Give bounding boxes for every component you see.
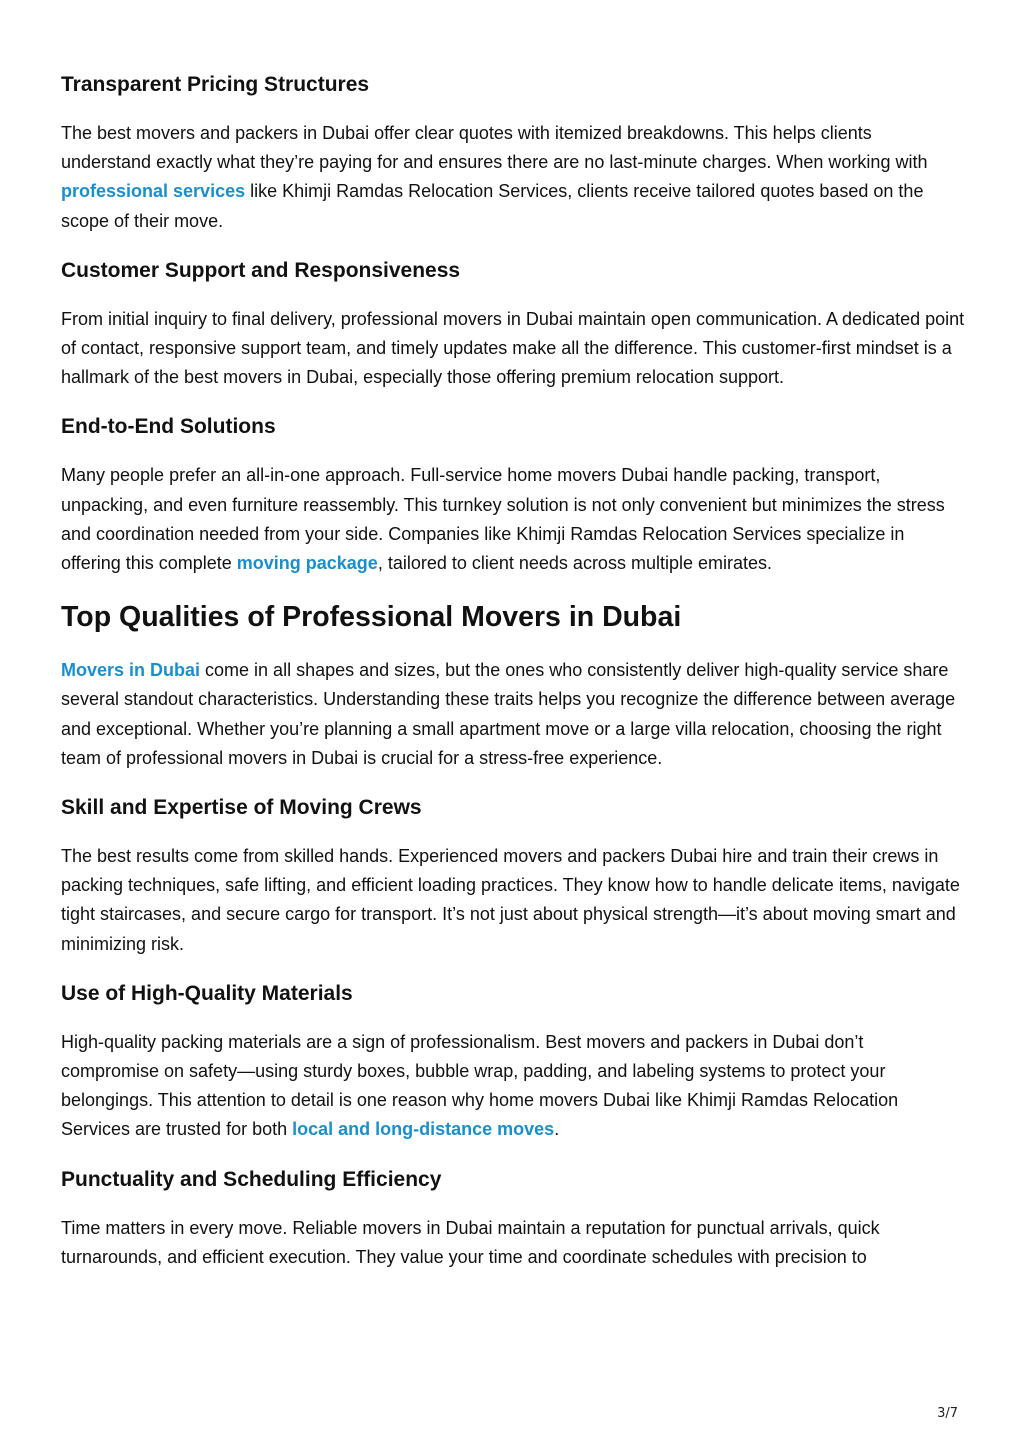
paragraph-text: , tailored to client needs across multiple emirates.	[377, 553, 772, 574]
section-heading-materials: Use of High-Quality Materials	[61, 981, 353, 1005]
paragraph-text: Many people prefer an all-in-one approach. Full-service home movers Dubai handle packing, transport, unpacking, and even furniture reassembly. This turnkey solution is not only convenient but minimizes the stress and coordination needed from your side. Companies like Khimji Ramdas Relocation Services specialize in offering this complete	[61, 465, 945, 574]
paragraph-text: .	[554, 1119, 560, 1140]
paragraph-text: High-quality packing materials are a sign of professionalism. Best movers and packers in Dubai don’t compromise on safety—using sturdy boxes, bubble wrap, padding, and labeling systems to protect your belongings. This attention to detail is one reason why home movers Dubai like Khimji Ramdas Relocation Services are trusted for both	[61, 1031, 899, 1140]
section-heading-punctuality: Punctuality and Scheduling Efficiency	[61, 1167, 442, 1191]
document-page	[61, 60, 965, 1293]
section-heading-customer-support: Customer Support and Responsiveness	[61, 258, 461, 282]
local-long-distance-moves-link[interactable]: local and long-distance moves	[292, 1119, 555, 1140]
paragraph-top-qualities	[61, 656, 965, 773]
section-heading-skill-expertise: Skill and Expertise of Moving Crews	[61, 796, 422, 820]
paragraph-text: like Khimji Ramdas Relocation Services, clients receive tailored quotes based on the scope of their move.	[61, 181, 924, 231]
paragraph-text: come in all shapes and sizes, but the ones who consistently deliver high-quality service share several standout characteristics. Understanding these traits helps you recognize the difference between average and exceptional. Whether you’re planning a small apartment move or a large villa relocation, choosing the right team of professional movers in Dubai is crucial for a stress-free experience.	[61, 660, 956, 768]
paragraph-materials	[61, 1028, 965, 1145]
paragraph-end-to-end	[61, 461, 965, 578]
paragraph-transparent-pricing	[61, 119, 965, 236]
paragraph-punctuality: Time matters in every move. Reliable movers in Dubai maintain a reputation for punctual arrivals, quick turnarounds, and efficient execution. They value your time and coordinate schedules with precision to	[61, 1217, 880, 1267]
section-heading-top-qualities: Top Qualities of Professional Movers in Dubai	[61, 601, 682, 634]
paragraph-text: The best movers and packers in Dubai offer clear quotes with itemized breakdowns. This helps clients understand exactly what they’re paying for and ensures there are no last-minute charges. When working with	[61, 123, 928, 173]
professional-services-link[interactable]: professional services	[61, 181, 246, 202]
moving-package-link[interactable]: moving package	[236, 553, 378, 574]
paragraph-customer-support: From initial inquiry to final delivery, professional movers in Dubai maintain open communication. A dedicated point of contact, responsive support team, and timely updates make all the difference. This customer-first mindset is a hallmark of the best movers in Dubai, especially those offering premium relocation support.	[61, 308, 965, 388]
page-number: 3/7	[937, 1406, 958, 1421]
movers-in-dubai-link[interactable]: Movers in Dubai	[61, 660, 201, 681]
section-heading-transparent-pricing: Transparent Pricing Structures	[61, 73, 370, 96]
section-heading-end-to-end: End-to-End Solutions	[61, 415, 276, 439]
paragraph-skill-expertise: The best results come from skilled hands. Experienced movers and packers Dubai hire and train their crews in packing techniques, safe lifting, and efficient loading practices. They know how to handle delicate items, navigate tight staircases, and secure cargo for transport. It’s not just about physical strength—it’s about moving smart and minimizing risk.	[61, 846, 960, 954]
